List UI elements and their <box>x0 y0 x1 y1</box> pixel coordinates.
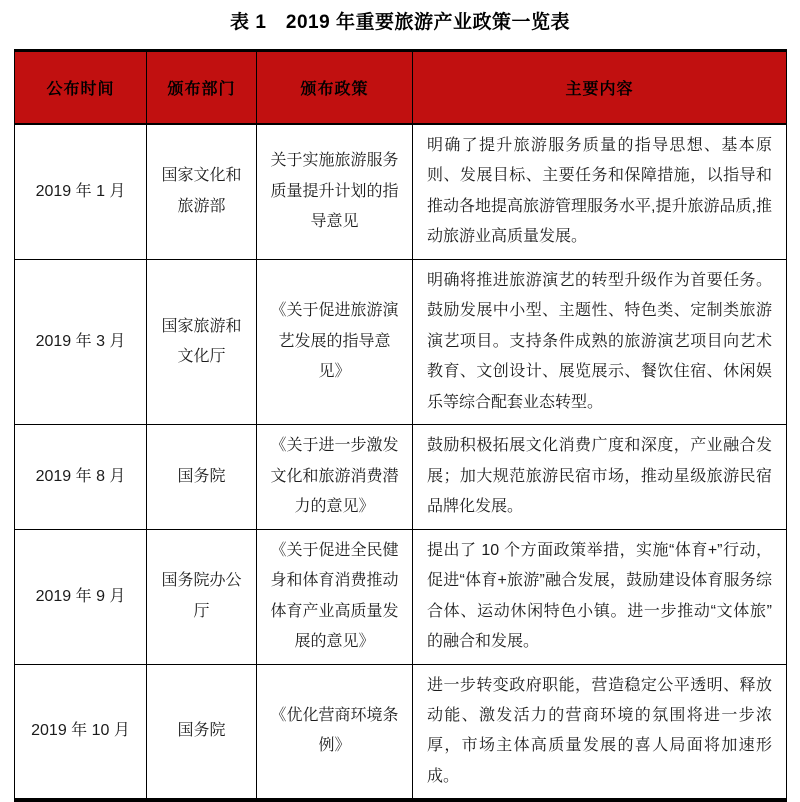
cell-department: 国务院 <box>147 664 257 800</box>
cell-publish-time: 2019 年 3 月 <box>15 260 147 425</box>
header-publish-time: 公布时间 <box>15 51 147 124</box>
cell-policy: 《关于进一步激发文化和旅游消费潜力的意见》 <box>257 424 413 529</box>
table-row <box>15 529 787 664</box>
document-page <box>0 7 800 802</box>
table-row <box>15 664 787 800</box>
cell-content: 明确将推进旅游演艺的转型升级作为首要任务。鼓励发展中小型、主题性、特色类、定制类旅游演艺项目。支持条件成熟的旅游演艺项目向艺术教育、文创设计、展览展示、餐饮住宿、休闲娱乐等综合配套业态转型。 <box>413 260 787 425</box>
header-main-content: 主要内容 <box>413 51 787 124</box>
header-row <box>15 51 787 124</box>
cell-content: 进一步转变政府职能，营造稳定公平透明、释放动能、激发活力的营商环境的氛围将进一步浓厚，市场主体高质量发展的喜人局面将加速形成。 <box>413 664 787 800</box>
header-issued-policy: 颁布政策 <box>257 51 413 124</box>
cell-policy: 《优化营商环境条例》 <box>257 664 413 800</box>
cell-department: 国务院 <box>147 424 257 529</box>
cell-policy: 《关于促进旅游演艺发展的指导意见》 <box>257 260 413 425</box>
cell-department: 国家文化和旅游部 <box>147 124 257 260</box>
cell-publish-time: 2019 年 1 月 <box>15 124 147 260</box>
table-row <box>15 260 787 425</box>
cell-policy: 关于实施旅游服务质量提升计划的指导意见 <box>257 124 413 260</box>
header-issuing-department: 颁布部门 <box>147 51 257 124</box>
cell-publish-time: 2019 年 9 月 <box>15 529 147 664</box>
cell-department: 国家旅游和文化厅 <box>147 260 257 425</box>
cell-publish-time: 2019 年 8 月 <box>15 424 147 529</box>
table-row <box>15 424 787 529</box>
cell-policy: 《关于促进全民健身和体育消费推动体育产业高质量发展的意见》 <box>257 529 413 664</box>
cell-content: 鼓励积极拓展文化消费广度和深度，产业融合发展；加大规范旅游民宿市场，推动星级旅游民宿品牌化发展。 <box>413 424 787 529</box>
cell-content: 提出了 10 个方面政策举措，实施“体育+”行动，促进“体育+旅游”融合发展，鼓励建设体育服务综合体、运动休闲特色小镇。进一步推动“文体旅”的融合和发展。 <box>413 529 787 664</box>
policy-table <box>14 49 787 802</box>
cell-content: 明确了提升旅游服务质量的指导思想、基本原则、发展目标、主要任务和保障措施，以指导和推动各地提高旅游管理服务水平,提升旅游品质,推动旅游业高质量发展。 <box>413 124 787 260</box>
cell-department: 国务院办公厅 <box>147 529 257 664</box>
cell-publish-time: 2019 年 10 月 <box>15 664 147 800</box>
table-row <box>15 124 787 260</box>
table-title: 表 1 2019 年重要旅游产业政策一览表 <box>230 12 570 33</box>
